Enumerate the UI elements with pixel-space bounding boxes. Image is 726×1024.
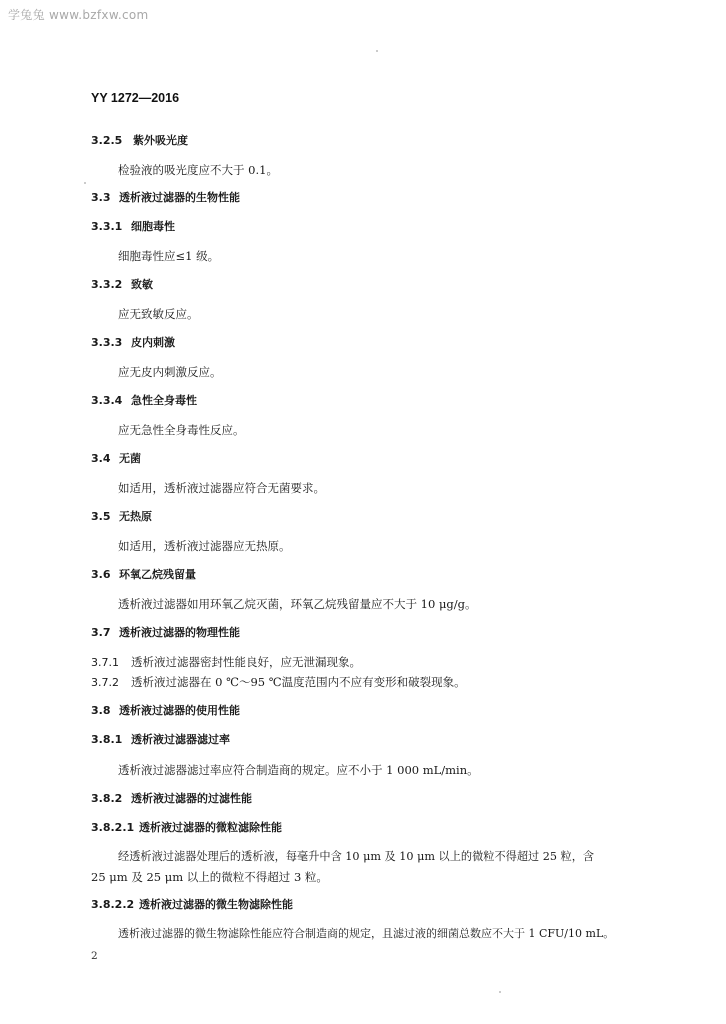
section-number: 3.6 (91, 568, 111, 581)
section-number: 3.2.5 (91, 134, 123, 147)
heading-3-7 (91, 625, 240, 641)
section-title: 透析液过滤器的过滤性能 (131, 792, 252, 805)
section-title: 透析液过滤器滤过率 (131, 733, 230, 746)
section-title: 透析液过滤器的使用性能 (119, 704, 240, 717)
scan-speck (376, 50, 378, 52)
watermark-text: 学兔兔 www.bzfxw.com (8, 8, 149, 22)
section-title: 透析液过滤器的微粒滤除性能 (139, 821, 282, 834)
section-title: 透析液过滤器的物理性能 (119, 626, 240, 639)
body-text: 应无致敏反应。 (118, 307, 199, 321)
heading-3-3-4 (91, 393, 197, 409)
clause-3-7-2 (91, 674, 466, 691)
body-text: 检验液的吸光度应不大于 0.1。 (118, 163, 278, 177)
section-title: 透析液过滤器的生物性能 (119, 191, 240, 204)
page-number: 2 (91, 950, 98, 962)
section-number: 3.8.2.2 (91, 898, 135, 911)
body-text: 透析液过滤器滤过率应符合制造商的规定。应不小于 1 000 mL/min。 (118, 763, 479, 777)
section-title: 细胞毒性 (131, 220, 175, 233)
section-number: 3.7.1 (91, 656, 119, 669)
section-number: 3.3.2 (91, 278, 123, 291)
heading-3-4 (91, 451, 141, 467)
section-title: 无热原 (119, 510, 152, 523)
heading-3-8-2-2 (91, 897, 293, 913)
section-number: 3.7.2 (91, 676, 119, 689)
section-title: 皮内刺激 (131, 336, 175, 349)
section-number: 3.3.4 (91, 394, 123, 407)
section-title: 致敏 (131, 278, 153, 291)
section-number: 3.3 (91, 191, 111, 204)
heading-3-8-2 (91, 791, 252, 807)
section-title: 急性全身毒性 (131, 394, 197, 407)
section-title: 透析液过滤器的微生物滤除性能 (139, 898, 293, 911)
body-text: 如适用，透析液过滤器应无热原。 (118, 539, 291, 553)
section-number: 3.8.1 (91, 733, 123, 746)
scan-speck (84, 182, 86, 184)
section-number: 3.3.1 (91, 220, 123, 233)
body-text: 细胞毒性应≤1 级。 (118, 249, 220, 263)
section-title: 环氧乙烷残留量 (119, 568, 196, 581)
body-text: 应无皮内刺激反应。 (118, 365, 222, 379)
body-text: 应无急性全身毒性反应。 (118, 423, 245, 437)
section-title: 无菌 (119, 452, 141, 465)
scan-speck (499, 991, 501, 993)
body-text: 透析液过滤器如用环氧乙烷灭菌，环氧乙烷残留量应不大于 10 μg/g。 (118, 597, 477, 611)
heading-3-2-5 (91, 133, 188, 149)
section-number: 3.8 (91, 704, 111, 717)
section-number: 3.4 (91, 452, 111, 465)
heading-3-3-1 (91, 219, 175, 235)
heading-3-5 (91, 509, 152, 525)
section-number: 3.7 (91, 626, 111, 639)
clause-text: 透析液过滤器密封性能良好，应无泄漏现象。 (131, 655, 361, 669)
section-number: 3.8.2.1 (91, 821, 135, 834)
body-text: 经透析液过滤器处理后的透析液，每毫升中含 10 μm 及 10 μm 以上的微粒不得超过 25 粒，含 (118, 850, 595, 863)
heading-3-6 (91, 567, 196, 583)
section-title: 紫外吸光度 (133, 134, 188, 147)
document-code: YY 1272—2016 (91, 91, 180, 105)
heading-3-8-1 (91, 732, 230, 748)
body-text: 如适用，透析液过滤器应符合无菌要求。 (118, 481, 325, 495)
clause-text: 透析液过滤器在 0 ℃～95 ℃温度范围内不应有变形和破裂现象。 (131, 675, 466, 689)
heading-3-3 (91, 190, 240, 206)
section-number: 3.3.3 (91, 336, 123, 349)
heading-3-3-2 (91, 277, 153, 293)
heading-3-8-2-1 (91, 820, 282, 836)
heading-3-8 (91, 703, 240, 719)
heading-3-3-3 (91, 335, 175, 351)
section-number: 3.5 (91, 510, 111, 523)
clause-3-7-1 (91, 654, 361, 671)
body-text-continuation: 25 μm 及 25 μm 以上的微粒不得超过 3 粒。 (91, 870, 328, 884)
section-number: 3.8.2 (91, 792, 123, 805)
body-text: 透析液过滤器的微生物滤除性能应符合制造商的规定，且滤过液的细菌总数应不大于 1 CFU/10 mL。 (118, 927, 615, 940)
